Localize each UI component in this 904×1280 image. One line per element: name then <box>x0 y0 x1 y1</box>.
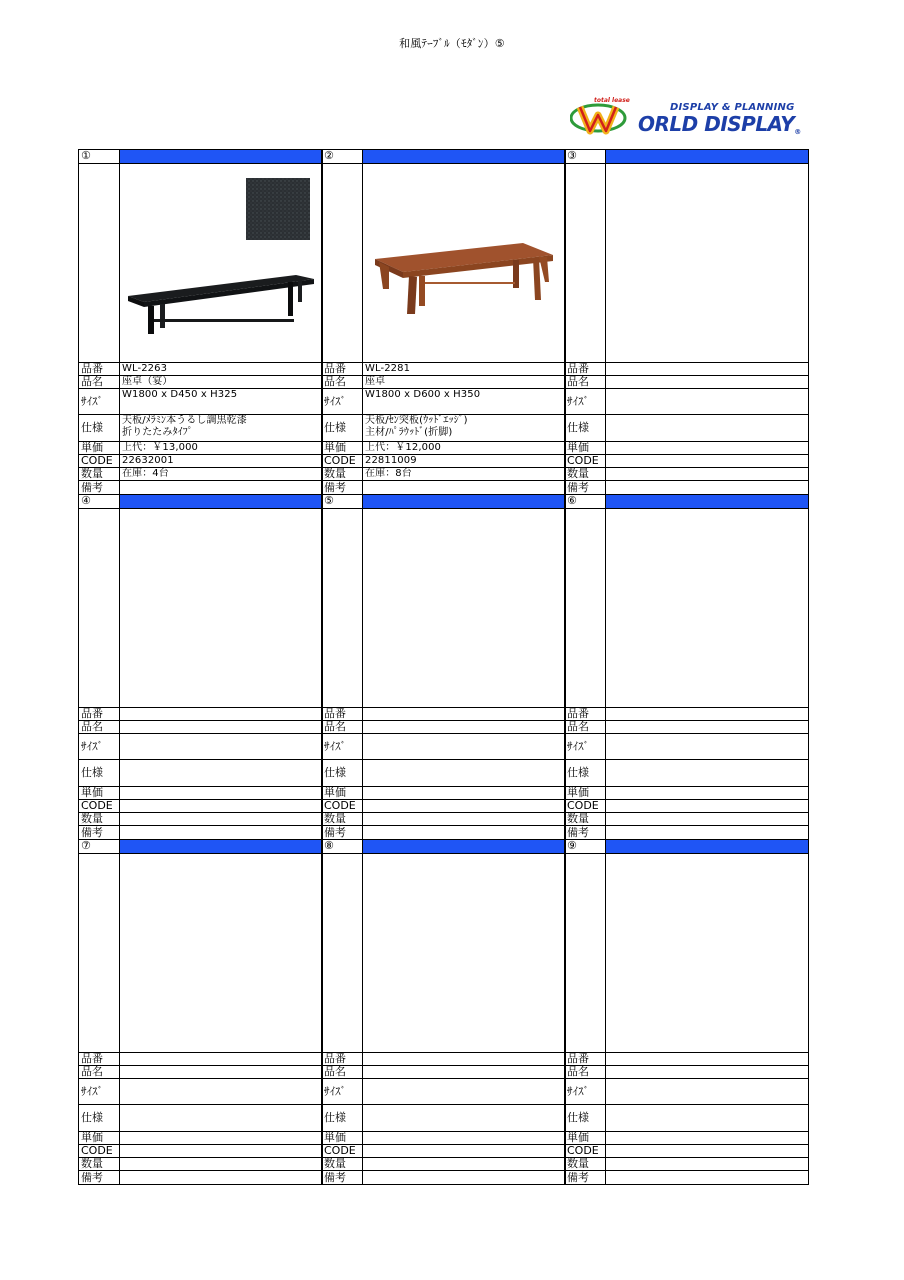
row-value-hinmei <box>605 720 809 734</box>
row-value-qty <box>362 812 566 826</box>
row-label-note <box>78 1170 120 1185</box>
page-title: 和風ﾃｰﾌﾞﾙ（ﾓﾀﾞﾝ）⑤ <box>399 37 505 50</box>
row-label-hinban <box>321 707 363 721</box>
row-label-note <box>321 825 363 840</box>
row-label-hinban <box>564 707 606 721</box>
row-value-price <box>119 441 323 455</box>
label-note: 備考 <box>567 825 589 839</box>
image-label-cell <box>321 508 363 708</box>
row-label-qty <box>321 1157 363 1171</box>
row-value-hinmei <box>605 375 809 389</box>
label-spec: 仕様 <box>567 766 589 779</box>
product-image-cell <box>119 508 323 708</box>
label-code: CODE <box>81 799 113 812</box>
row-label-price <box>564 441 606 455</box>
row-value-qty <box>605 467 809 481</box>
label-hinban: 品番 <box>567 1052 589 1065</box>
row-label-note <box>564 1170 606 1185</box>
row-value-hinban <box>119 707 323 721</box>
card-number: ② <box>324 149 334 162</box>
label-qty: 数量 <box>81 1157 103 1170</box>
label-price: 単価 <box>81 786 103 799</box>
product-image-cell <box>119 853 323 1053</box>
label-price: 単価 <box>567 786 589 799</box>
row-label-price <box>78 441 120 455</box>
label-size: ｻｲｽﾞ <box>81 394 103 408</box>
qty-value: 在庫：4台 <box>122 468 169 479</box>
row-label-price <box>321 441 363 455</box>
row-label-spec <box>321 1104 363 1132</box>
label-note: 備考 <box>81 480 103 494</box>
label-hinban: 品番 <box>324 1052 346 1065</box>
label-size: ｻｲｽﾞ <box>324 394 346 408</box>
row-value-qty <box>119 812 323 826</box>
row-label-size <box>321 733 363 760</box>
row-value-spec <box>362 759 566 787</box>
row-label-hinmei <box>78 1065 120 1079</box>
label-hinban: 品番 <box>567 362 589 375</box>
row-value-spec <box>605 414 809 442</box>
row-label-size <box>78 388 120 415</box>
label-qty: 数量 <box>324 1157 346 1170</box>
label-hinmei: 品名 <box>81 720 103 733</box>
label-qty: 数量 <box>567 812 589 825</box>
row-label-hinban <box>564 362 606 376</box>
label-note: 備考 <box>324 1170 346 1184</box>
size-value: W1800 x D450 x H325 <box>122 389 238 400</box>
label-hinban: 品番 <box>81 362 103 375</box>
label-note: 備考 <box>324 480 346 494</box>
card-header-bar <box>362 149 566 164</box>
row-label-spec <box>78 759 120 787</box>
label-spec: 仕様 <box>324 1111 346 1124</box>
product-image-cell <box>362 853 566 1053</box>
row-value-spec <box>362 414 566 442</box>
row-label-code <box>78 799 120 813</box>
label-qty: 数量 <box>567 467 589 480</box>
row-value-spec <box>362 1104 566 1132</box>
hinban-value: WL-2263 <box>122 363 168 374</box>
row-value-size <box>362 733 566 760</box>
row-value-price <box>605 441 809 455</box>
row-label-note <box>78 825 120 840</box>
card-header-bar <box>119 494 323 509</box>
company-logo <box>570 97 806 137</box>
price-value: 上代：￥13,000 <box>122 442 198 453</box>
label-note: 備考 <box>567 1170 589 1184</box>
row-label-hinban <box>78 1052 120 1066</box>
row-label-size <box>321 1078 363 1105</box>
label-qty: 数量 <box>324 467 346 480</box>
label-hinmei: 品名 <box>324 720 346 733</box>
label-hinmei: 品名 <box>81 375 103 388</box>
logo-w-mark-icon <box>570 101 640 135</box>
row-value-note <box>119 1170 323 1185</box>
label-code: CODE <box>81 454 113 467</box>
label-qty: 数量 <box>567 1157 589 1170</box>
label-hinban: 品番 <box>567 707 589 720</box>
product-image-cell <box>362 163 566 363</box>
row-value-hinban <box>605 1052 809 1066</box>
label-note: 備考 <box>324 825 346 839</box>
row-label-price <box>321 1131 363 1145</box>
label-size: ｻｲｽﾞ <box>567 739 589 753</box>
card-number-cell <box>321 494 363 509</box>
row-value-qty <box>362 1157 566 1171</box>
image-label-cell <box>78 853 120 1053</box>
label-price: 単価 <box>567 1131 589 1144</box>
card-number: ⑥ <box>567 494 577 507</box>
row-value-qty <box>605 1157 809 1171</box>
row-value-code <box>605 454 809 468</box>
image-label-cell <box>564 853 606 1053</box>
label-hinmei: 品名 <box>324 1065 346 1078</box>
row-value-note <box>362 1170 566 1185</box>
row-label-code <box>564 1144 606 1158</box>
hinmei-value: 座卓 <box>365 376 386 387</box>
row-label-hinban <box>78 362 120 376</box>
product-image-cell <box>605 853 809 1053</box>
row-value-note <box>119 825 323 840</box>
row-label-qty <box>564 467 606 481</box>
row-value-price <box>119 1131 323 1145</box>
row-label-code <box>78 454 120 468</box>
card-number-cell <box>78 149 120 164</box>
label-hinban: 品番 <box>81 707 103 720</box>
card-header-bar <box>605 494 809 509</box>
row-label-size <box>78 733 120 760</box>
label-hinban: 品番 <box>324 362 346 375</box>
label-size: ｻｲｽﾞ <box>324 739 346 753</box>
row-label-note <box>321 1170 363 1185</box>
card-number: ⑤ <box>324 494 334 507</box>
row-value-hinmei <box>605 1065 809 1079</box>
label-code: CODE <box>567 1144 599 1157</box>
row-label-spec <box>564 759 606 787</box>
label-code: CODE <box>324 1144 356 1157</box>
row-label-size <box>321 388 363 415</box>
label-hinmei: 品名 <box>81 1065 103 1078</box>
row-value-size <box>605 1078 809 1105</box>
row-value-size <box>362 388 566 415</box>
row-label-qty <box>321 812 363 826</box>
card-header-bar <box>119 839 323 854</box>
row-value-price <box>362 786 566 800</box>
row-value-note <box>605 825 809 840</box>
label-hinban: 品番 <box>81 1052 103 1065</box>
card-header-bar <box>605 839 809 854</box>
spec-line-1: 天板/ﾒﾗﾐﾝ本うるし調黒乾漆 <box>122 415 247 426</box>
row-label-hinmei <box>78 720 120 734</box>
row-value-hinmei <box>362 375 566 389</box>
row-label-price <box>78 786 120 800</box>
row-label-size <box>564 733 606 760</box>
card-header-bar <box>605 149 809 164</box>
label-hinban: 品番 <box>324 707 346 720</box>
row-value-code <box>362 1144 566 1158</box>
label-spec: 仕様 <box>81 1111 103 1124</box>
row-value-hinban <box>119 1052 323 1066</box>
row-label-hinban <box>78 707 120 721</box>
row-value-note <box>362 825 566 840</box>
row-value-hinban <box>362 707 566 721</box>
row-label-note <box>78 480 120 495</box>
row-label-note <box>321 480 363 495</box>
wood-table-drawing <box>375 243 553 314</box>
image-label-cell <box>78 508 120 708</box>
product-image-cell <box>605 163 809 363</box>
wood-low-table-image <box>363 164 566 363</box>
row-label-hinmei <box>321 375 363 389</box>
row-label-spec <box>321 414 363 442</box>
label-price: 単価 <box>324 441 346 454</box>
row-label-size <box>564 388 606 415</box>
row-value-code <box>119 454 323 468</box>
row-value-hinban <box>605 707 809 721</box>
card-number: ⑧ <box>324 839 334 852</box>
row-value-hinmei <box>119 1065 323 1079</box>
label-code: CODE <box>567 799 599 812</box>
hinban-value: WL-2281 <box>365 363 411 374</box>
row-label-qty <box>78 467 120 481</box>
black-table-drawing <box>128 275 314 334</box>
label-price: 単価 <box>324 1131 346 1144</box>
row-label-note <box>564 480 606 495</box>
lacquer-swatch <box>246 178 310 240</box>
row-value-hinmei <box>119 720 323 734</box>
row-label-spec <box>321 759 363 787</box>
code-value: 22811009 <box>365 455 417 466</box>
card-number-cell <box>78 839 120 854</box>
row-label-price <box>564 786 606 800</box>
row-label-price <box>564 1131 606 1145</box>
row-label-size <box>78 1078 120 1105</box>
black-low-table-image <box>120 164 323 363</box>
spec-line-2: 折りたたみﾀｲﾌﾟ <box>122 427 193 438</box>
row-value-spec <box>605 759 809 787</box>
row-label-code <box>564 454 606 468</box>
hinmei-value: 座卓（宴） <box>122 376 173 387</box>
image-label-cell <box>321 163 363 363</box>
row-value-code <box>605 799 809 813</box>
label-size: ｻｲｽﾞ <box>324 1084 346 1098</box>
row-label-code <box>321 799 363 813</box>
label-code: CODE <box>567 454 599 467</box>
label-hinmei: 品名 <box>567 1065 589 1078</box>
card-number-cell <box>78 494 120 509</box>
row-label-price <box>321 786 363 800</box>
row-label-spec <box>78 414 120 442</box>
logo-small-text: total lease <box>594 97 630 104</box>
row-value-code <box>119 799 323 813</box>
label-spec: 仕様 <box>81 421 103 434</box>
row-value-qty <box>605 812 809 826</box>
row-value-note <box>362 480 566 495</box>
row-value-note <box>605 480 809 495</box>
row-label-hinmei <box>564 720 606 734</box>
card-number-cell <box>564 149 606 164</box>
card-header-bar <box>362 494 566 509</box>
row-label-hinmei <box>321 1065 363 1079</box>
row-value-code <box>362 454 566 468</box>
row-label-spec <box>78 1104 120 1132</box>
row-value-code <box>119 1144 323 1158</box>
row-value-hinban <box>362 362 566 376</box>
code-value: 22632001 <box>122 455 174 466</box>
card-number: ④ <box>81 494 91 507</box>
row-value-spec <box>119 414 323 442</box>
label-code: CODE <box>324 799 356 812</box>
label-qty: 数量 <box>324 812 346 825</box>
row-value-qty <box>119 1157 323 1171</box>
row-value-size <box>605 388 809 415</box>
product-image-cell <box>119 163 323 363</box>
row-label-hinban <box>564 1052 606 1066</box>
row-value-hinmei <box>119 375 323 389</box>
row-label-spec <box>564 1104 606 1132</box>
row-value-price <box>362 1131 566 1145</box>
row-value-qty <box>119 467 323 481</box>
row-label-qty <box>78 812 120 826</box>
row-value-code <box>362 799 566 813</box>
row-value-size <box>119 733 323 760</box>
row-label-spec <box>564 414 606 442</box>
row-label-qty <box>78 1157 120 1171</box>
label-size: ｻｲｽﾞ <box>567 394 589 408</box>
card-number: ① <box>81 149 91 162</box>
spec-line-1: 天板/ｾﾝ突板(ｳｯﾄﾞｴｯｼﾞ) <box>365 415 468 426</box>
row-label-price <box>78 1131 120 1145</box>
row-label-code <box>78 1144 120 1158</box>
row-label-hinmei <box>564 375 606 389</box>
qty-value: 在庫：8台 <box>365 468 412 479</box>
card-number-cell <box>564 494 606 509</box>
card-number-cell <box>321 149 363 164</box>
row-label-size <box>564 1078 606 1105</box>
label-hinmei: 品名 <box>567 375 589 388</box>
size-value: W1800 x D600 x H350 <box>365 389 481 400</box>
label-note: 備考 <box>567 480 589 494</box>
row-label-hinmei <box>564 1065 606 1079</box>
row-value-size <box>119 1078 323 1105</box>
row-value-qty <box>362 467 566 481</box>
card-number: ③ <box>567 149 577 162</box>
card-header-bar <box>362 839 566 854</box>
label-price: 単価 <box>567 441 589 454</box>
image-label-cell <box>564 508 606 708</box>
label-hinmei: 品名 <box>324 375 346 388</box>
label-spec: 仕様 <box>324 421 346 434</box>
row-value-price <box>362 441 566 455</box>
row-value-size <box>362 1078 566 1105</box>
row-value-note <box>119 480 323 495</box>
card-header-bar <box>119 149 323 164</box>
logo-name <box>638 112 801 136</box>
label-code: CODE <box>324 454 356 467</box>
row-value-spec <box>119 759 323 787</box>
label-code: CODE <box>81 1144 113 1157</box>
row-value-hinban <box>362 1052 566 1066</box>
row-value-hinban <box>605 362 809 376</box>
row-label-note <box>564 825 606 840</box>
row-value-code <box>605 1144 809 1158</box>
card-number-cell <box>564 839 606 854</box>
product-image-cell <box>362 508 566 708</box>
card-number-cell <box>321 839 363 854</box>
label-size: ｻｲｽﾞ <box>81 739 103 753</box>
row-value-hinban <box>119 362 323 376</box>
image-label-cell <box>321 853 363 1053</box>
image-label-cell <box>564 163 606 363</box>
label-note: 備考 <box>81 1170 103 1184</box>
label-note: 備考 <box>81 825 103 839</box>
label-price: 単価 <box>324 786 346 799</box>
row-label-qty <box>564 812 606 826</box>
row-value-price <box>605 1131 809 1145</box>
label-qty: 数量 <box>81 467 103 480</box>
logo-name-text: ORLD DISPLAY <box>638 112 795 136</box>
row-label-hinban <box>321 1052 363 1066</box>
label-price: 単価 <box>81 441 103 454</box>
logo-tagline: DISPLAY & PLANNING <box>670 102 795 113</box>
row-value-price <box>605 786 809 800</box>
label-spec: 仕様 <box>567 1111 589 1124</box>
row-value-spec <box>605 1104 809 1132</box>
row-label-qty <box>564 1157 606 1171</box>
row-label-code <box>321 454 363 468</box>
card-number: ⑦ <box>81 839 91 852</box>
row-value-spec <box>119 1104 323 1132</box>
row-value-price <box>119 786 323 800</box>
row-value-hinmei <box>362 720 566 734</box>
product-image-cell <box>605 508 809 708</box>
label-size: ｻｲｽﾞ <box>81 1084 103 1098</box>
image-label-cell <box>78 163 120 363</box>
row-value-size <box>605 733 809 760</box>
label-qty: 数量 <box>81 812 103 825</box>
row-value-hinmei <box>362 1065 566 1079</box>
row-label-code <box>321 1144 363 1158</box>
row-value-size <box>119 388 323 415</box>
row-label-hinmei <box>321 720 363 734</box>
row-label-qty <box>321 467 363 481</box>
row-value-note <box>605 1170 809 1185</box>
spec-line-2: 主材/ﾊﾟﾗｳｯﾄﾞ(折脚) <box>365 427 453 438</box>
label-price: 単価 <box>81 1131 103 1144</box>
label-spec: 仕様 <box>567 421 589 434</box>
logo-registered-mark: ® <box>794 128 801 136</box>
label-spec: 仕様 <box>81 766 103 779</box>
row-label-hinban <box>321 362 363 376</box>
card-number: ⑨ <box>567 839 577 852</box>
row-label-hinmei <box>78 375 120 389</box>
row-label-code <box>564 799 606 813</box>
label-size: ｻｲｽﾞ <box>567 1084 589 1098</box>
label-hinmei: 品名 <box>567 720 589 733</box>
label-spec: 仕様 <box>324 766 346 779</box>
price-value: 上代：￥12,000 <box>365 442 441 453</box>
